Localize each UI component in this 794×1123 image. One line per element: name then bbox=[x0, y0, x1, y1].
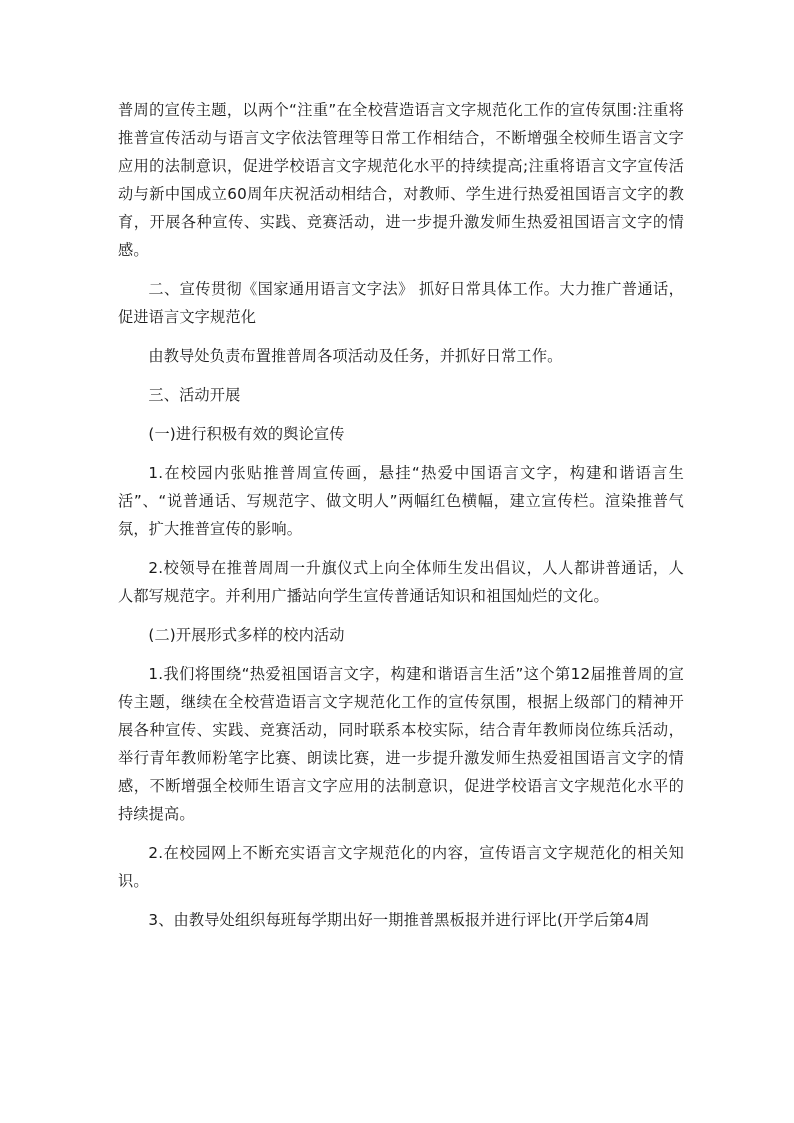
list-item-2-2: 2.在校园网上不断充实语言文字规范化的内容，宣传语言文字规范化的相关知识。 bbox=[118, 844, 684, 890]
list-item-1-2: 2.校领导在推普周周一升旗仪式上向全体师生发出倡议，人人都讲普通话，人人都写规范字。并利用广播站向学生宣传普通话知识和祖国灿烂的文化。 bbox=[118, 559, 684, 605]
list-item-1-1: 1.在校园内张贴推普周宣传画，悬挂“热爱中国语言文字，构建和谐语言生活”、“说普通话、写规范字、做文明人”两幅红色横幅，建立宣传栏。渲染推普气氛，扩大推普宣传的影响。 bbox=[118, 464, 684, 538]
section-heading-2: 二、宣传贯彻《国家通用语言文字法》 抓好日常具体工作。大力推广普通话，促进语言文字规范化 bbox=[118, 280, 684, 326]
list-item-2-1: 1.我们将围绕“热爱祖国语言文字，构建和谐语言生活”这个第12届推普周的宣传主题，继续在全校营造语言文字规范化工作的宣传氛围，根据上级部门的精神开展各种宣传、实践、竞赛活动，同时联系本校实际，结合青年教师岗位练兵活动，举行青年教师粉笔字比赛、朗读比赛，进一步提升激发师生热爱祖国语言文字的情感，不断增强全校师生语言文字应用的法制意识，促进学校语言文字规范化水平的持续提高。 bbox=[118, 665, 684, 823]
section-heading-3: 三、活动开展 bbox=[148, 386, 241, 404]
paragraph-theme-continuation: 普周的宣传主题，以两个“注重”在全校营造语言文字规范化工作的宣传氛围:注重将推普宣传活动与语言文字依法管理等日常工作相结合，不断增强全校师生语言文字应用的法制意识，促进学校语言文字规范化水平的持续提高;注重将语言文字宣传活动与新中国成立60周年庆祝活动相结合，对教师、学生进行热爱祖国语言文字的教育，开展各种宣传、实践、竞赛活动，进一步提升激发师生热爱祖国语言文字的情感。 bbox=[118, 101, 684, 259]
subsection-heading-1: (一)进行积极有效的舆论宣传 bbox=[148, 425, 345, 443]
list-item-2-3: 3、由教导处组织每班每学期出好一期推普黑板报并进行评比(开学后第4周 bbox=[148, 911, 650, 929]
paragraph-responsibility: 由教导处负责布置推普周各项活动及任务，并抓好日常工作。 bbox=[148, 347, 563, 365]
document-body bbox=[118, 96, 684, 945]
subsection-heading-2: (二)开展形式多样的校内活动 bbox=[148, 626, 345, 644]
